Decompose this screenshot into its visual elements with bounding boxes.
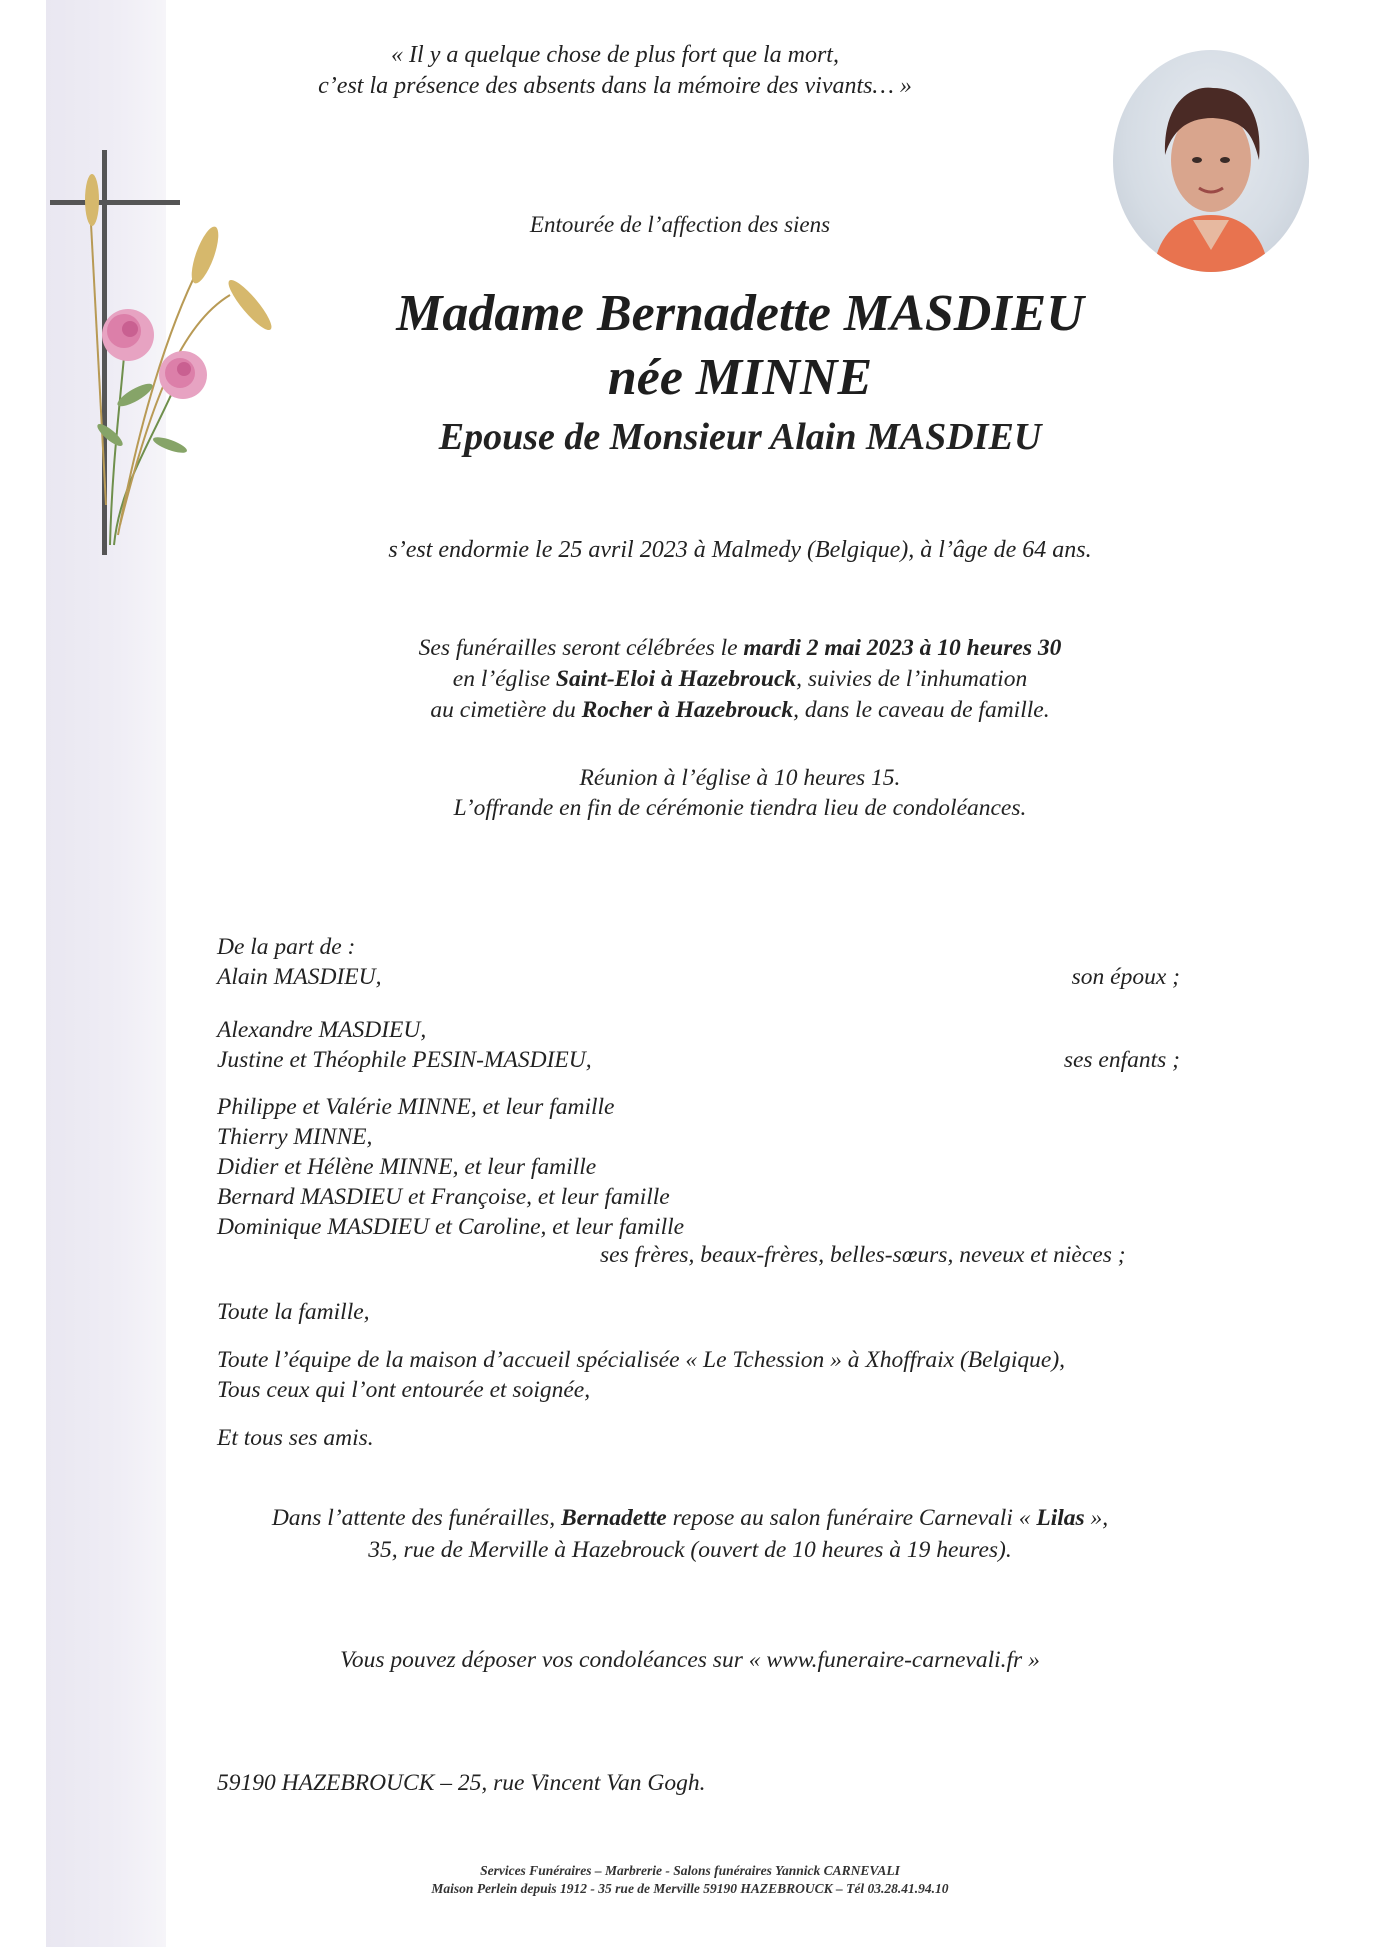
wheat-icon [186,224,223,287]
quote-line-2: c’est la présence des absents dans la mémoire des vivants… » [318,73,912,99]
funeral-line-2: en l’église Saint-Eloi à Hazebrouck, suivies de l’inhumation [452,666,1028,692]
church-name: Saint-Eloi à Hazebrouck [555,666,797,692]
family-intro: De la part de : [217,934,356,960]
reunion-line-2: L’offrande en fin de cérémonie tiendra lieu de condoléances. [453,795,1027,821]
spouse-name: Alain MASDIEU, [217,964,382,990]
quote-line-1: « Il y a quelque chose de plus fort que la mort, [391,42,839,68]
rose-icon [159,351,207,399]
wheat-icon [85,174,99,226]
child-2: Justine et Théophile PESIN-MASDIEU, [217,1047,592,1073]
children-relation: ses enfants ; [1063,1047,1180,1073]
sibling-2: Thierry MINNE, [217,1124,373,1150]
whole-family: Toute la famille, [217,1299,370,1325]
funeral-details [300,633,1180,726]
footer-line-2: Maison Perlein depuis 1912 - 35 rue de Merville 59190 HAZEBROUCK – Tél 03.28.41.94.10 [431,1881,949,1896]
salon-line-2: 35, rue de Merville à Hazebrouck (ouvert de 10 heures à 19 heures). [368,1537,1012,1563]
sibling-4: Bernard MASDIEU et Françoise, et leur famille [217,1184,670,1210]
deceased-name: Madame Bernadette MASDIEU [396,285,1084,342]
rose-icon [102,309,154,361]
reunion-line-1: Réunion à l’église à 10 heures 15. [579,765,901,791]
sibling-1: Philippe et Valérie MINNE, et leur famille [217,1094,615,1120]
friends-line: Et tous ses amis. [217,1425,374,1451]
deceased-name-block [300,282,1180,410]
funeral-line-1: Ses funérailles seront célébrées le mardi 2 mai 2023 à 10 heures 30 [418,635,1062,661]
cemetery-name: Rocher à Hazebrouck [581,697,794,723]
wheat-icon [223,275,276,334]
funeral-home-footer [330,1862,1050,1898]
siblings-relation: ses frères, beaux-frères, belles-sœurs, neveux et nièces ; [600,1242,1126,1268]
spouse-relation: son époux ; [1071,964,1180,990]
portrait-photo [1113,50,1309,272]
salon-line-1: Dans l’attente des funérailles, Bernadette repose au salon funéraire Carnevali « Lilas », [271,1505,1109,1531]
family-address: 59190 HAZEBROUCK – 25, rue Vincent Van Gogh. [217,1770,706,1796]
deceased-birth-name: née MINNE [607,349,873,406]
epigraph-quote [230,40,1000,102]
carers-line: Tous ceux qui l’ont entourée et soignée, [217,1377,591,1403]
footer-line-1: Services Funéraires – Marbrerie - Salons funéraires Yannick CARNEVALI [480,1863,900,1878]
death-notice: s’est endormie le 25 avril 2023 à Malmedy (Belgique), à l’âge de 64 ans. [388,537,1092,563]
staff-line: Toute l’équipe de la maison d’accueil spécialisée « Le Tchession » à Xhoffraix (Belgique), [217,1347,1066,1373]
sibling-3: Didier et Hélène MINNE, et leur famille [217,1154,597,1180]
child-1: Alexandre MASDIEU, [217,1017,427,1043]
sibling-5: Dominique MASDIEU et Caroline, et leur famille [217,1214,685,1240]
entouree-line: Entourée de l’affection des siens [529,212,831,237]
reunion-details [300,763,1180,823]
first-name: Bernadette [560,1505,667,1531]
condolences-website: Vous pouvez déposer vos condoléances sur « www.funeraire-carnevali.fr » [340,1647,1040,1673]
funeral-line-3: au cimetière du Rocher à Hazebrouck, dans le caveau de famille. [430,697,1050,723]
cross-horizontal [50,200,180,205]
funeral-date: mardi 2 mai 2023 à 10 heures 30 [743,635,1062,661]
salon-notice [230,1502,1150,1566]
salon-name: Lilas [1036,1505,1085,1531]
spouse-line: Epouse de Monsieur Alain MASDIEU [438,416,1042,458]
cross-with-roses-and-wheat-decoration [40,145,280,565]
